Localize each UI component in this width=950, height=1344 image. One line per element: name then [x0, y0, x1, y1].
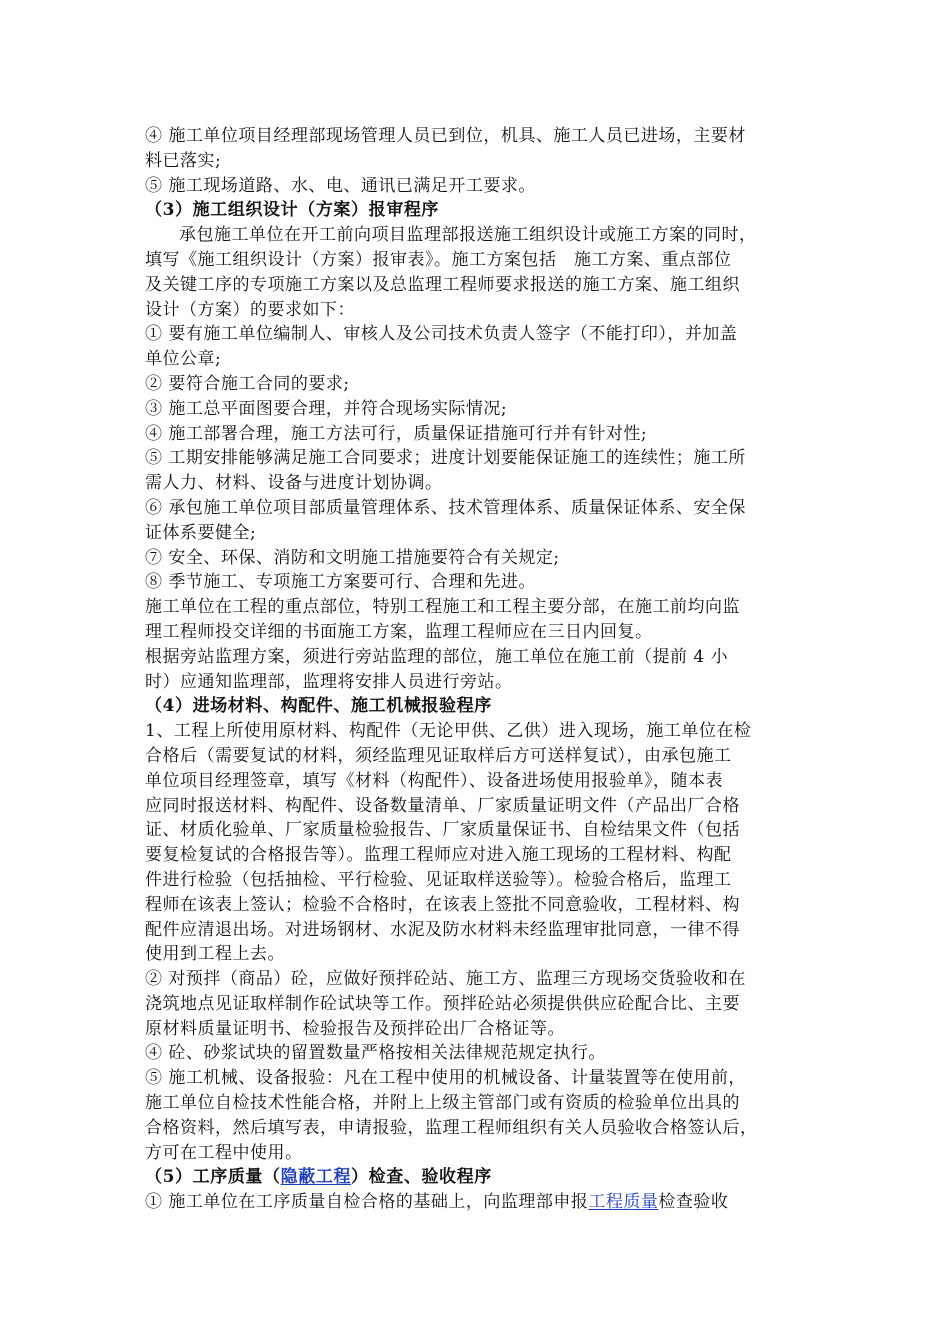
paragraph-line: 件进行检验（包括抽检、平行检验、见证取样送验等）。检验合格后，监理工	[145, 869, 732, 890]
paragraph-line: 使用到工程上去。	[145, 944, 285, 965]
document-body	[145, 124, 820, 1165]
paragraph-line: 单位项目经理签章，填写《材料（构配件）、设备进场使用报验单》，随本表	[145, 770, 723, 791]
paragraph-line: 证体系要健全;	[145, 522, 257, 543]
paragraph-line: 应同时报送材料、构配件、设备数量清单、厂家质量证明文件（产品出厂合格	[145, 795, 740, 816]
paragraph-line: ② 要符合施工合同的要求;	[145, 373, 350, 394]
paragraph-line: 程师在该表上签认；检验不合格时，在该表上签批不同意验收，工程材料、构	[145, 894, 740, 915]
heading5-after: ）检查、验收程序	[351, 1167, 492, 1188]
engineering-quality-link[interactable]: 工程质量	[588, 1192, 659, 1213]
paragraph-line: 及关键工序的专项施工方案以及总监理工程师要求报送的施工方案、施工组织	[145, 274, 740, 295]
heading5-before: （5）工序质量（	[145, 1167, 281, 1188]
paragraph-line: 配件应清退出场。对进场钢材、水泥及防水材料未经监理审批同意，一律不得	[145, 919, 740, 940]
section-heading: （4）进场材料、构配件、施工机械报验程序	[145, 696, 492, 717]
paragraph-line: ⑤ 工期安排能够满足施工合同要求；进度计划要能保证施工的连续性；施工所	[145, 448, 746, 469]
last-line-after: 检查验收	[658, 1192, 729, 1213]
paragraph-line: 方可在工程中使用。	[145, 1142, 303, 1163]
paragraph-line-last	[145, 1190, 820, 1215]
paragraph-line: ⑦ 安全、环保、消防和文明施工措施要符合有关规定;	[145, 547, 560, 568]
paragraph-line: 根据旁站监理方案，须进行旁站监理的部位，施工单位在施工前（提前 4 小	[145, 646, 729, 667]
paragraph-line: ⑤ 施工现场道路、水、电、通讯已满足开工要求。	[145, 175, 536, 196]
paragraph-line: 时）应通知监理部，监理将安排人员进行旁站。	[145, 671, 513, 692]
hidden-works-link[interactable]: 隐蔽工程	[280, 1167, 352, 1188]
paragraph-line: 要复检复试的合格报告等）。监理工程师应对进入施工现场的工程材料、构配	[145, 845, 732, 866]
paragraph-line: ⑧ 季节施工、专项施工方案要可行、合理和先进。	[145, 572, 536, 593]
paragraph-line: 需人力、材料、设备与进度计划协调。	[145, 473, 443, 494]
paragraph-line: 设计（方案）的要求如下：	[145, 299, 355, 320]
paragraph-line: 承包施工单位在开工前向项目监理部报送施工组织设计或施工方案的同时，	[179, 225, 757, 246]
paragraph-line: 单位公章;	[145, 349, 222, 370]
paragraph-line: 1、工程上所使用原材料、构配件（无论甲供、乙供）进入现场，施工单位在检	[145, 721, 752, 742]
last-line-before: ① 施工单位在工序质量自检合格的基础上，向监理部申报	[145, 1192, 589, 1213]
paragraph-line: ⑤ 施工机械、设备报验：凡在工程中使用的机械设备、计量装置等在使用前，	[145, 1068, 746, 1089]
paragraph-line: ① 要有施工单位编制人、审核人及公司技术负责人签字（不能打印），并加盖	[145, 324, 738, 345]
paragraph-line: ④ 砼、砂浆试块的留置数量严格按相关法律规范规定执行。	[145, 1043, 606, 1064]
section-heading-5	[145, 1165, 820, 1190]
paragraph-line: 施工单位自检技术性能合格，并附上上级主管部门或有资质的检验单位出具的	[145, 1093, 740, 1114]
paragraph-line: ④ 施工单位项目经理部现场管理人员已到位，机具、施工人员已进场，主要材	[145, 126, 746, 146]
paragraph-line: ⑥ 承包施工单位项目部质量管理体系、技术管理体系、质量保证体系、安全保	[145, 497, 746, 518]
paragraph-line: 合格后（需要复试的材料，须经监理见证取样后方可送样复试），由承包施工	[145, 745, 732, 766]
paragraph-line: 施工单位在工程的重点部位，特别工程施工和工程主要分部，在施工前均向监	[145, 597, 740, 618]
paragraph-line: ② 对预拌（商品）砼，应做好预拌砼站、施工方、监理三方现场交货验收和在	[145, 969, 746, 990]
section-heading: （3）施工组织设计（方案）报审程序	[145, 200, 440, 221]
paragraph-line: 理工程师投交详细的书面施工方案，监理工程师应在三日内回复。	[145, 621, 653, 642]
paragraph-line: 填写《施工组织设计（方案）报审表》。施工方案包括 施工方案、重点部位	[145, 249, 732, 270]
paragraph-line: ③ 施工总平面图要合理，并符合现场实际情况;	[145, 398, 508, 419]
paragraph-line: ④ 施工部署合理，施工方法可行，质量保证措施可行并有针对性;	[145, 423, 648, 444]
paragraph-line: 证、材质化验单、厂家质量检验报告、厂家质量保证书、自检结果文件（包括	[145, 820, 740, 841]
paragraph-line: 料已落实;	[145, 150, 222, 171]
paragraph-line: 原材料质量证明书、检验报告及预拌砼出厂合格证等。	[145, 1018, 565, 1039]
paragraph-line: 合格资料，然后填写表，申请报验，监理工程师组织有关人员验收合格签认后，	[145, 1117, 758, 1138]
paragraph-line: 浇筑地点见证取样制作砼试块等工作。预拌砼站必须提供供应砼配合比、主要	[145, 993, 740, 1014]
